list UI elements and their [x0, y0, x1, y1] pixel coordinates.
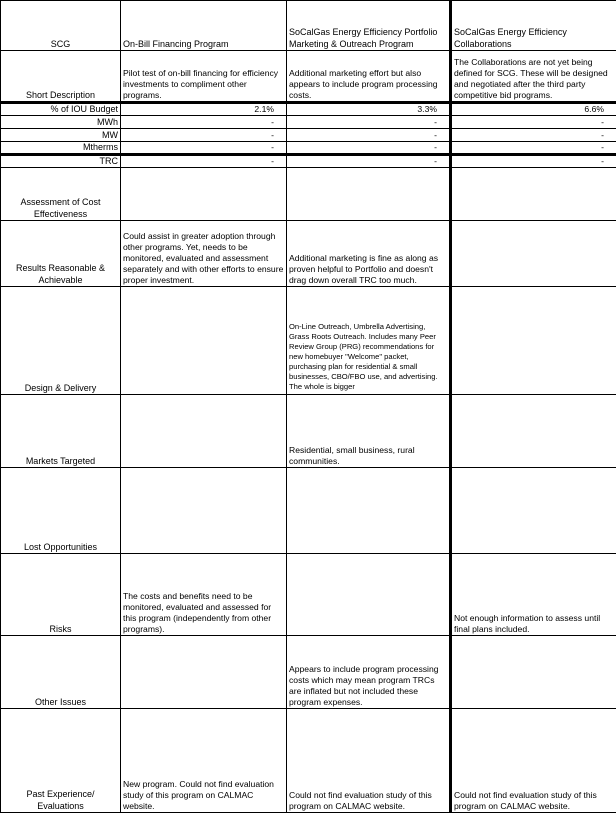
- cell-collaborations: The Collaborations are not yet being defined for SCG. These will be designed and negotiated after the third party competitive bid programs.: [451, 51, 616, 103]
- cell-collaborations: -: [451, 142, 616, 155]
- cell-on-bill: The costs and benefits need to be monitored, evaluated and assessed for this program (independently from other programs).: [121, 554, 287, 636]
- cell-marketing: [287, 468, 451, 554]
- cell-marketing: Appears to include program processing costs which may mean program TRCs are inflated but not included these program expenses.: [287, 636, 451, 709]
- row-label: Lost Opportunities: [1, 468, 121, 554]
- row-mw: [1, 129, 616, 142]
- cell-marketing: -: [287, 155, 451, 168]
- cell-marketing: -: [287, 116, 451, 129]
- row-short-description: [1, 51, 616, 103]
- row-label: Mtherms: [1, 142, 121, 155]
- cell-collaborations: [451, 468, 616, 554]
- cell-marketing: -: [287, 129, 451, 142]
- row-label: Assessment of Cost Effectiveness: [1, 168, 121, 221]
- cell-on-bill: [121, 395, 287, 468]
- corner-label: SCG: [1, 1, 121, 51]
- cell-marketing: Additional marketing is fine as along as proven helpful to Portfolio and doesn't drag down overall TRC too much.: [287, 221, 451, 287]
- cell-marketing: On-Line Outreach, Umbrella Advertising, Grass Roots Outreach. Includes many Peer Review Group (PRG) recommendations for new homebuyer "Welcome" packet, purchasing plan for residential & small businesses, CBO/FBO use, and advertising. The whole is bigger: [287, 287, 451, 395]
- cell-collaborations: Not enough information to assess until final plans included.: [451, 554, 616, 636]
- cell-on-bill: -: [121, 142, 287, 155]
- cell-marketing: -: [287, 142, 451, 155]
- row-label: % of IOU Budget: [1, 103, 121, 116]
- cell-marketing: Residential, small business, rural communities.: [287, 395, 451, 468]
- row-results: [1, 221, 616, 287]
- cell-on-bill: New program. Could not find evaluation study of this program on CALMAC website.: [121, 709, 287, 813]
- row-cost-effectiveness: [1, 168, 616, 221]
- cell-collaborations: -: [451, 129, 616, 142]
- row-mtherms: [1, 142, 616, 155]
- row-other-issues: [1, 636, 616, 709]
- row-markets-targeted: [1, 395, 616, 468]
- row-mwh: [1, 116, 616, 129]
- row-design-delivery: [1, 287, 616, 395]
- cell-on-bill: 2.1%: [121, 103, 287, 116]
- cell-marketing: Additional marketing effort but also appears to include program processing costs.: [287, 51, 451, 103]
- row-past-experience: [1, 709, 616, 813]
- row-label: Markets Targeted: [1, 395, 121, 468]
- cell-on-bill: -: [121, 116, 287, 129]
- row-label: Past Experience/ Evaluations: [1, 709, 121, 813]
- program-header-collaborations: SoCalGas Energy Efficiency Collaborations: [451, 1, 616, 51]
- cell-collaborations: [451, 221, 616, 287]
- row-risks: [1, 554, 616, 636]
- cell-on-bill: [121, 287, 287, 395]
- row-lost-opportunities: [1, 468, 616, 554]
- row-label: Results Reasonable & Achievable: [1, 221, 121, 287]
- header-row: [1, 1, 616, 51]
- row-label: TRC: [1, 155, 121, 168]
- row-trc: [1, 155, 616, 168]
- cell-on-bill: Pilot test of on-bill financing for efficiency investments to compliment other programs.: [121, 51, 287, 103]
- cell-collaborations: [451, 168, 616, 221]
- program-header-on-bill: On-Bill Financing Program: [121, 1, 287, 51]
- row-label: Other Issues: [1, 636, 121, 709]
- cell-collaborations: 6.6%: [451, 103, 616, 116]
- row-label: MWh: [1, 116, 121, 129]
- cell-on-bill: [121, 168, 287, 221]
- cell-on-bill: -: [121, 155, 287, 168]
- cell-collaborations: [451, 636, 616, 709]
- cell-marketing: [287, 168, 451, 221]
- cell-on-bill: [121, 468, 287, 554]
- cell-marketing: 3.3%: [287, 103, 451, 116]
- cell-collaborations: -: [451, 155, 616, 168]
- cell-collaborations: [451, 395, 616, 468]
- row-label: Risks: [1, 554, 121, 636]
- cell-marketing: Could not find evaluation study of this program on CALMAC website.: [287, 709, 451, 813]
- cell-on-bill: -: [121, 129, 287, 142]
- cell-on-bill: [121, 636, 287, 709]
- cell-on-bill: Could assist in greater adoption through other programs. Yet, needs to be monitored, evaluated and assessment separately and with other efforts to ensure proper investment.: [121, 221, 287, 287]
- row-label: Short Description: [1, 51, 121, 103]
- row-label: MW: [1, 129, 121, 142]
- cell-collaborations: [451, 287, 616, 395]
- cell-marketing: [287, 554, 451, 636]
- program-header-marketing: SoCalGas Energy Efficiency Portfolio Marketing & Outreach Program: [287, 1, 451, 51]
- cell-collaborations: Could not find evaluation study of this program on CALMAC website.: [451, 709, 616, 813]
- cell-collaborations: -: [451, 116, 616, 129]
- row-iou-budget: [1, 103, 616, 116]
- row-label: Design & Delivery: [1, 287, 121, 395]
